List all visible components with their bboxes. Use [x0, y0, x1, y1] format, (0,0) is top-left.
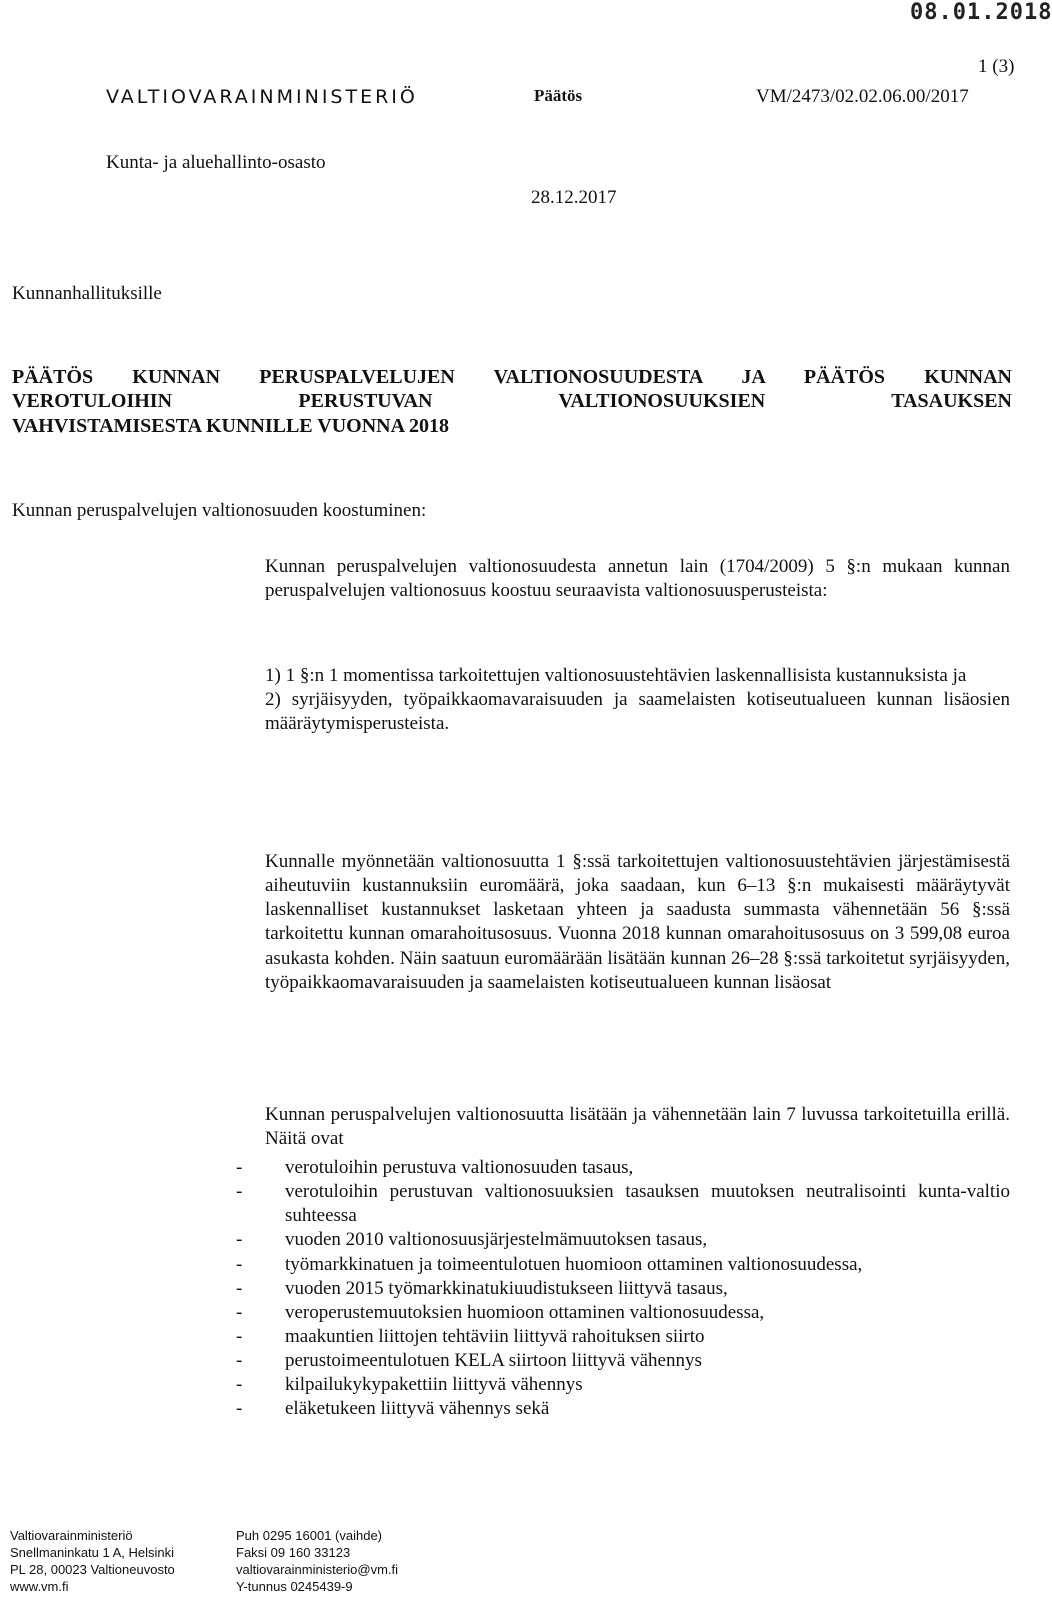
adjustment-list: [230, 1156, 1010, 1421]
title-line-1: PÄÄTÖS KUNNAN PERUSPALVELUJEN VALTIONOSUUDESTA JA PÄÄTÖS KUNNAN: [12, 366, 1012, 388]
title-line-3: VAHVISTAMISESTA KUNNILLE VUONNA 2018: [12, 414, 449, 437]
list-item: - perustoimeentulotuen KELA siirtoon liittyvä vähennys: [236, 1350, 702, 1371]
list-item: - kilpailukykypakettiin liittyvä vähennys: [236, 1374, 583, 1396]
document-type: Päätös: [534, 86, 583, 105]
list-item: - verotuloihin perustuva valtionosuuden tasaus,: [236, 1157, 634, 1178]
paragraph-law-basis: Kunnan peruspalvelujen valtionosuudesta annetun lain (1704/2009) 5 §:n mukaan kunnan peruspalvelujen valtionosuus koostuu seuraavista valtionosuusperusteista:: [265, 556, 1010, 602]
footer-line: Valtiovarainministeriö: [10, 1528, 133, 1543]
title-line-2: VEROTULOIHIN PERUSTUVAN VALTIONOSUUKSIEN TASAUKSEN: [12, 390, 1012, 413]
ministry-name: VALTIOVARAINMINISTERIÖ: [106, 86, 418, 108]
document-date: 28.12.2017: [531, 187, 617, 208]
footer-line: PL 28, 00023 Valtioneuvosto: [10, 1561, 175, 1577]
received-date-stamp: 08.01.2018: [910, 0, 1052, 25]
paragraph-calculation: Kunnalle myönnetään valtionosuutta 1 §:ssä tarkoitettujen valtionosuustehtävien järjestämisestä aiheutuviin kustannuksiin euromäärä, joka saadaan, kun 6–13 §:n mukaisesti määräytyvät laskennalliset kustannukset lasketaan yhteen ja saadusta summasta vähennetään 56 §:ssä tarkoitettu kunnan omarahoitusosuus. Vuonna 2018 kunnan omarahoitusosuus on 3 599,08 euroa asukasta kohden. Näin saatuun euromäärään lisätään kunnan 26–28 §:ssä tarkoitetut syrjäisyyden, työpaikkaomavaraisuuden ja saamelaisten kotiseutualueen kunnan lisäosat: [265, 851, 1010, 993]
document-title: [12, 365, 1012, 438]
department-name: Kunta- ja aluehallinto-osasto: [106, 152, 326, 173]
list-item: - maakuntien liittojen tehtäviin liittyvä rahoituksen siirto: [236, 1325, 705, 1347]
list-item: - vuoden 2010 valtionosuusjärjestelmämuutoksen tasaus,: [236, 1229, 708, 1251]
numbered-list: [265, 664, 1010, 736]
list-item: - vuoden 2015 työmarkkinatukiuudistukseen liittyvä tasaus,: [236, 1277, 728, 1299]
list-item: - eläketukeen liittyvä vähennys sekä: [236, 1398, 550, 1420]
list-item: - verotuloihin perustuvan valtionosuuksien tasauksen muutoksen neutralisointi kunta-valtio suhteessa: [236, 1181, 1010, 1227]
footer-fax: Faksi 09 160 33123: [236, 1544, 351, 1560]
footer-line: Snellmaninkatu 1 A, Helsinki: [10, 1544, 175, 1560]
footer-email: valtiovarainministerio@vm.fi: [236, 1561, 399, 1577]
footer-website: www.vm.fi: [10, 1578, 69, 1594]
footer-phone: Puh 0295 16001 (vaihde): [236, 1528, 383, 1543]
page-number: 1 (3): [978, 56, 1015, 77]
section-heading: Kunnan peruspalvelujen valtionosuuden koostuminen:: [12, 500, 427, 521]
recipient: Kunnanhallituksille: [12, 283, 162, 304]
numbered-item-2: 2) syrjäisyyden, työpaikkaomavaraisuuden ja saamelaisten kotiseutualueen kunnan lisäosien määräytymisperusteista.: [265, 689, 1010, 735]
numbered-item-1: 1) 1 §:n 1 momentissa tarkoitettujen valtionosuustehtävien laskennallisista kustannuksista ja: [265, 665, 967, 686]
list-item: - työmarkkinatuen ja toimeentulotuen huomioon ottaminen valtionosuudessa,: [236, 1253, 863, 1275]
paragraph-additions: Kunnan peruspalvelujen valtionosuutta lisätään ja vähennetään lain 7 luvussa tarkoitetuilla erillä. Näitä ovat: [265, 1104, 1010, 1150]
footer-business-id: Y-tunnus 0245439-9: [236, 1578, 353, 1594]
document-number: VM/2473/02.02.06.00/2017: [756, 86, 969, 107]
footer-address: [10, 1528, 175, 1596]
footer-contact: [236, 1528, 398, 1596]
list-item: - veroperustemuutoksien huomioon ottaminen valtionosuudessa,: [236, 1301, 765, 1323]
